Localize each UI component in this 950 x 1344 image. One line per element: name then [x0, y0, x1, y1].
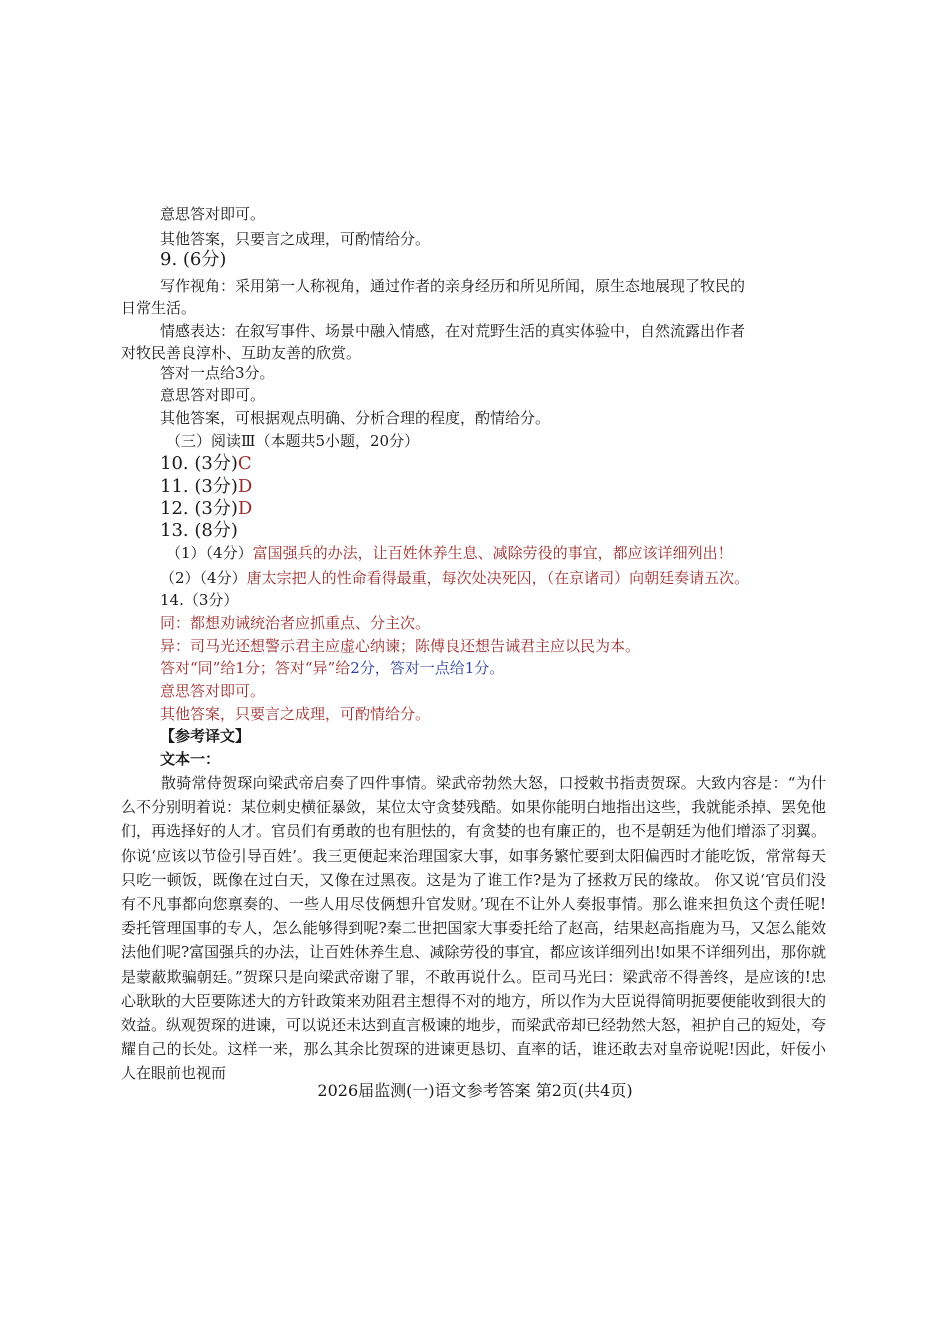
- section3-title: （三）阅读Ⅲ（本题共5小题，20分）: [166, 432, 420, 450]
- q9-score: 答对一点给3分。: [160, 364, 275, 382]
- q14-score: [160, 658, 504, 678]
- q9-perspective-line2: 日常生活。: [121, 299, 197, 317]
- q13-heading: 13. (8分): [160, 520, 238, 541]
- q8-note-meaning: 意思答对即可。: [160, 205, 266, 223]
- answer-q12: [160, 498, 252, 520]
- q14-score-part2: 2分，答对一点给1分。: [350, 659, 505, 677]
- q14-score-part1: 答对“同”给1分；答对“异”给: [160, 659, 351, 677]
- answer-choice: C: [237, 453, 252, 474]
- q8-note-other: 其他答案，只要言之成理，可酌情给分。: [160, 230, 431, 248]
- answer-number: 12. (3分): [160, 498, 238, 519]
- translation-paragraph: 散骑常侍贺琛向梁武帝启奏了四件事情。梁武帝勃然大怒，口授敕书指责贺琛。大致内容是：“为什么不分别明着说：某位刺史横征暴敛，某位太守贪婪残酷。如果你能明白地指出这些，我就能杀掉、罢免他们，再选择好的人才。官员们有勇敢的也有胆怯的，有贪婪的也有廉正的，也不是朝廷为他们增添了羽翼。你说‘应该以节俭引导百姓’。我三更便起来治理国家大事，如事务繁忙要到太阳偏西时才能吃饭，常常每天只吃一顿饭，既像在过白天，又像在过黑夜。这是为了谁工作?是为了拯救万民的缘故。 你又说‘官员们没有不凡事都向您禀奏的、一些人用尽伎俩想升官发财。’现在不让外人奏报事情。那么谁来担负这个责任呢!委托管理国事的专人，怎么能够得到呢?秦二世把国家大事委托给了赵高，结果赵高指鹿为马，又怎么能效法他们呢?富国强兵的办法，让百姓休养生息、减除劳役的事宜，都应该详细列出!如果不详细列出，那你就是蒙蔽欺骗朝廷。”贺琛只是向梁武帝谢了罪，不敢再说什么。臣司马光曰：梁武帝不得善终，是应该的!忠心耿耿的大臣要陈述大的方针政策来劝阻君主想得不对的地方，所以作为大臣说得简明扼要便能收到很大的效益。纵观贺琛的进谏，可以说还未达到直言极谏的地步，而梁武帝却已经勃然大怒，袒护自己的短处，夸耀自己的长处。这样一来，那么其余比贺琛的进谏更恳切、直率的话，谁还敢去对皇帝说呢!因此，奸佞小人在眼前也视而: [121, 774, 827, 1083]
- answer-q11: [160, 476, 252, 498]
- answer-choice: D: [237, 476, 253, 497]
- answer-choice: D: [237, 498, 253, 519]
- q9-emotion-line1: 情感表达：在叙写事件、场景中融入情感，在对荒野生活的真实体验中，自然流露出作者: [160, 322, 746, 340]
- q14-same: 同：都想劝诫统治者应抓重点、分主次。: [160, 614, 431, 632]
- answer-number: 11. (3分): [160, 476, 238, 497]
- answer-q10: [160, 453, 252, 475]
- answer-number: 10. (3分): [160, 453, 238, 474]
- q13-sub1-answer: 富国强兵的办法，让百姓休养生息、减除劳役的事宜，都应该详细列出！: [252, 544, 733, 562]
- q14-note-other: 其他答案，只要言之成理，可酌情给分。: [160, 705, 431, 723]
- translation-heading: 【参考译文】: [160, 727, 251, 745]
- q9-heading: 9. (6分): [160, 249, 227, 270]
- q14-heading: 14.（3分）: [160, 591, 239, 609]
- page-footer: 2026届监测(一)语文参考答案 第2页(共4页): [317, 1081, 633, 1100]
- q13-sub1-label: （1）（4分）: [166, 544, 253, 562]
- q9-perspective-line1: 写作视角：采用第一人称视角，通过作者的亲身经历和所见所闻，原生态地展现了牧民的: [160, 277, 746, 295]
- q13-sub2-answer: 唐太宗把人的性命看得最重，每次处决死囚，（在京诸司）向朝廷奏请五次。: [246, 569, 750, 587]
- q9-note-other: 其他答案，可根据观点明确、分析合理的程度，酌情给分。: [160, 409, 551, 427]
- q13-sub1: [166, 543, 733, 563]
- q9-note-meaning: 意思答对即可。: [160, 386, 266, 404]
- q14-diff: 异：司马光还想警示君主应虚心纳谏；陈傅良还想告诫君主应以民为本。: [160, 637, 641, 655]
- q13-sub2-label: （2）（4分）: [160, 569, 247, 587]
- q9-emotion-line2: 对牧民善良淳朴、互助友善的欣赏。: [121, 344, 362, 362]
- q14-note-meaning: 意思答对即可。: [160, 682, 266, 700]
- text1-title: 文本一：: [160, 750, 221, 768]
- q13-sub2: [160, 568, 749, 588]
